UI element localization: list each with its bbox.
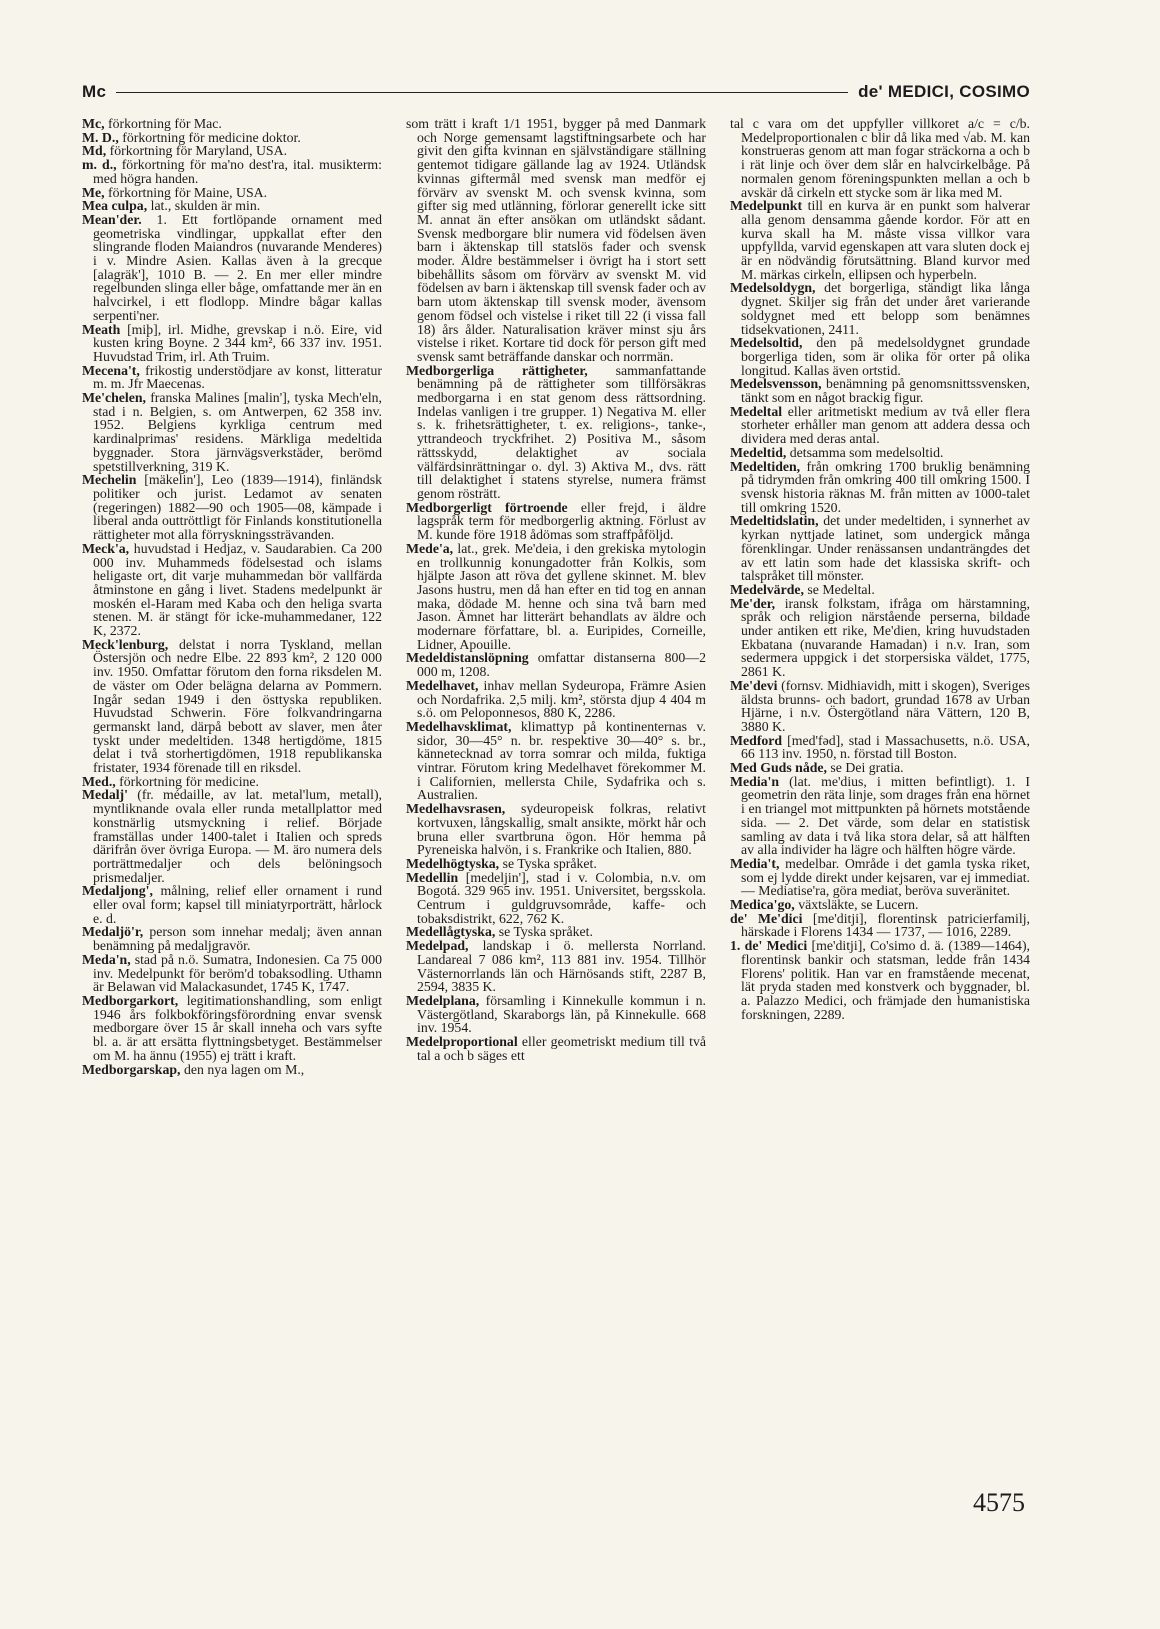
- entry-headword: Me'chelen,: [82, 390, 146, 406]
- dictionary-entry: [730, 775, 1030, 857]
- entry-text: se Medeltal.: [803, 581, 875, 597]
- entry-headword: Meck'a,: [82, 540, 130, 556]
- entry-text: person som innehar medalj; även annan benämning på medaljgravör.: [93, 924, 382, 954]
- dictionary-entry: [730, 583, 1030, 597]
- dictionary-entry: [730, 405, 1030, 446]
- entry-text: eller aritmetiskt medium av två eller flera storheter erhåller man genom att addera dessa och dividera med deras antal.: [741, 403, 1030, 447]
- entry-headword: Medelsoldygn,: [730, 280, 816, 296]
- entry-text: lat., skulden är min.: [147, 198, 261, 214]
- entry-text: [mäkelin'], Leo (1839—1914), finländsk politiker och jurist. Ledamot av senaten (regeringen) 1882—90 och 1905—08, kämpade i liberal anda outtröttligt för Finlands konstitutionella rättigheter mot alla förryskningssträvanden.: [93, 472, 382, 543]
- entry-text: den på medelsoldygnet grundade borgerliga tiden, som är olika för orter på olika longitud. Kallas även ortstid.: [741, 335, 1030, 378]
- entry-text: frikostig understödjare av konst, litteratur m. m. Jfr Maecenas.: [93, 362, 382, 392]
- dictionary-entry: [730, 446, 1030, 460]
- entry-headword: Medaljö'r,: [82, 924, 144, 940]
- entry-text: eller frejd, i äldre lagspråk term för medborgerlig aktning. Förlust av M. kunde före 1918 ådömas som straffpåföljd.: [417, 499, 706, 543]
- entry-headword: Mechelin: [82, 472, 137, 488]
- entry-headword: Medelhavet,: [406, 677, 479, 693]
- entry-text: omfattar distanserna 800—2 000 m, 1208.: [417, 650, 706, 680]
- entry-text: som trätt i kraft 1/1 1951, bygger på med Danmark och Norge gemensamt lagstiftningsarbete och har givit den gifta kvinnan en självständigare ställning gentemot tidigare gällande lag av 1924. Utländsk kvinnas giftermål med svensk man medför ej förvärv av svenskt M. och svensk kvinna, som gifter sig med utlänning, förlorar generellt icke sitt M. annat än efter ansökan om utländskt sådant. Svensk medborgare blir numera vid födelsen även barn i äktenskap till statslös fader och svensk moder. Äldre bestämmelser i övrigt ha i stort sett bibehållits såsom om förvärv av svenskt M. vid födelsen av barn i äktenskap till svensk fader och av barn utom äktenskap till svensk moder, ävensom genom födsel och vistelse i riket till 22 (i vissa fall 18) års ålder. Naturalisation kräver minst sju års vistelse i riket. Kortare tid dock för person gift med svensk samt beträffande danskar och norrmän.: [406, 117, 706, 364]
- dictionary-entry: [82, 117, 382, 131]
- entry-headword: Mean'der.: [82, 211, 142, 227]
- entry-text: [miþ], irl. Midhe, grevskap i n.ö. Eire, vid kusten kring Boyne. 2 344 km², 66 337 inv. 1951. Huvudstad Trim, irl. Ath Truim.: [93, 321, 382, 364]
- dictionary-entry: [730, 597, 1030, 679]
- dictionary-entry: [406, 857, 706, 871]
- dictionary-entry: [82, 788, 382, 884]
- entry-headword: Mea culpa,: [82, 198, 148, 214]
- entry-headword: de' Me'dici: [730, 910, 803, 926]
- entry-text: förkortning för Maryland, USA.: [106, 143, 288, 159]
- entry-text: förkortning för Mac.: [104, 117, 222, 131]
- dictionary-entry: [406, 871, 706, 926]
- entry-headword: Medford: [730, 732, 783, 748]
- entry-headword: Medborgarkort,: [82, 993, 179, 1008]
- header-rule: [116, 92, 848, 93]
- dictionary-entry: [730, 377, 1030, 404]
- dictionary-entry: [730, 117, 1030, 199]
- entry-text: se Dei gratia.: [826, 760, 904, 776]
- dictionary-entry: [406, 994, 706, 1035]
- entry-text: (lat. me'dius, i mitten befintligt). 1. I geometrin den räta linje, som drages från ena hörnet i en triangel mot mittpunkten på hörnets motstående sida. — 2. Det värde, som delar en statistisk samling av data i två lika stora delar, så att hälften av alla individer ha lägre och hälften högre värde.: [741, 773, 1030, 858]
- entry-headword: Md,: [82, 143, 107, 159]
- entry-text: se Tyska språket.: [499, 855, 597, 871]
- dictionary-entry: [730, 734, 1030, 761]
- entry-headword: Mc,: [82, 117, 105, 131]
- entry-text: från omkring 1700 bruklig benämning på tidrymden från omkring 400 till omkring 1500. I svensk historia räknas M. från mitten av 1000-talet till omkring 1520.: [741, 458, 1030, 515]
- entry-text: förkortning för Maine, USA.: [104, 184, 268, 200]
- entry-text: huvudstad i Hedjaz, v. Saudarabien. Ca 200 000 inv. Muhammeds födelsestad och islams heligaste ort, dit varje muhammedan bör vallfärda åtminstone en gång i livet. Stadens medelpunkt är moskén el-Haram med Kaba och den heliga svarta stenen. M. är stängt för icke-muhammedaner, 122 K, 2372.: [93, 540, 382, 639]
- dictionary-entry: [82, 323, 382, 364]
- header-right: de' MEDICI, COSIMO: [858, 82, 1030, 101]
- entry-text: legitimationshandling, som enligt 1946 års folkbokföringsförordning envar svensk medborgare över 15 år skall inneha och vars syfte bl. a. är att ersätta flyttningsbetyget. Bestämmelser om M. ha ännu (1955) ej trätt i kraft.: [93, 993, 382, 1063]
- dictionary-entry: [730, 199, 1030, 281]
- entry-text: stad på n.ö. Sumatra, Indonesien. Ca 75 000 inv. Medelpunkt för beröm'd tobaksodling. Uthamn är Belawan vid Malackasundet, 1745 K, 1747.: [93, 951, 382, 995]
- entry-headword: Medelhögtyska,: [406, 855, 500, 871]
- entry-text: tal c vara om det uppfyller villkoret a/c = c/b. Medelproportionalen c blir då lika med √ab. M. kan konstrueras genom att man fogar sträckorna a och b i rät linje och över dem slår en halvcirkelbåge. På normalen genom föreningspunkten mellan a och b avskär då cirkeln ett stycke som är lika med M.: [730, 117, 1030, 200]
- entry-headword: Medelproportional: [406, 1034, 518, 1050]
- dictionary-entry: [730, 336, 1030, 377]
- dictionary-entry: [82, 364, 382, 391]
- dictionary-entry: [406, 651, 706, 678]
- entry-text: lat., grek. Me'deia, i den grekiska mytologin en trollkunnig konungadotter från Kolkis, som hjälpte Jason att röva det gyllene skinnet. M. blev Jasons hustru, men då han efter en tid tog en annan maka, dödade M. henne och sina två barn med Jason. Ämnet har litterärt behandlats av äldre och modernare författare, bl. a. Euripides, Corneille, Lidner, Apouille.: [417, 540, 706, 652]
- entry-headword: Medelsoltid,: [730, 335, 803, 351]
- entry-headword: Medelpunkt: [730, 198, 803, 214]
- entry-headword: Medelhavsrasen,: [406, 801, 506, 817]
- entry-text: benämning på genomsnittssvensken, tänkt som en något brackig figur.: [741, 376, 1030, 406]
- dictionary-entry: [82, 391, 382, 473]
- entry-headword: Medica'go,: [730, 897, 795, 913]
- entry-headword: Medeltiden,: [730, 458, 801, 474]
- entry-headword: Medelvärde,: [730, 581, 804, 597]
- entry-text: den nya lagen om M.,: [180, 1061, 305, 1077]
- entry-headword: Medelpad,: [406, 938, 469, 954]
- dictionary-entry: [406, 925, 706, 939]
- entry-headword: Me'der,: [730, 595, 776, 611]
- dictionary-entry: [406, 679, 706, 720]
- entry-headword: Media'n: [730, 773, 780, 789]
- entry-text: [medeljin'], stad i v. Colombia, n.v. om Bogotá. 329 965 inv. 1951. Universitet, bergsskola. Centrum i guldgruvsområde, kaffe- och tobaksdistrikt, 622, 762 K.: [417, 869, 706, 926]
- dictionary-entry: [82, 925, 382, 952]
- entry-text: medelbar. Område i det gamla tyska riket, som ej lydde direkt under kejsaren, var ej immediat. — Mediatise'ra, göra mediat, beröva suveränitet.: [741, 855, 1030, 899]
- entry-headword: m. d.,: [82, 157, 117, 173]
- entry-text: sammanfattande benämning på de rättigheter som tillförsäkras medborgarna i en stat genom dess rättsordning. Indelas vanligen i tre grupper. 1) Negativa M. eller s. k. frihetsrättigheter, t. ex. religions-, tanke-, yttrandeoch tryckfrihet. 2) Positiva M., såsom rättsskydd, delaktighet av sociala välfärdsinrättningar o. dyl. 3) Aktiva M., dvs. rätt till delaktighet i statens styrelse, numera främst genom rösträtt.: [417, 362, 706, 501]
- entry-headword: Medellin: [406, 869, 459, 885]
- dictionary-entry: [406, 802, 706, 857]
- entry-text: förkortning för medicine doktor.: [118, 129, 301, 145]
- entry-text: (fornsv. Midhiavidh, mitt i skogen), Sveriges äldsta brunns- och badort, grundad 1678 av Urban Hjärne, i n.v. Östergötland nära Vättern, 120 B, 3880 K.: [741, 677, 1030, 734]
- dictionary-entry: [82, 638, 382, 775]
- dictionary-entry: [730, 898, 1030, 912]
- entry-text: iransk folkstam, ifråga om härstamning, språk och religion närstående perserna, bildade under antiken ett rike, Me'dien, kring huvudstaden Ekbatana (nuvarande Hamadan) i n.v. Iran, som sedermera uppgick i det storpersiska väldet, 1775, 2861 K.: [741, 595, 1030, 680]
- dictionary-entry: [82, 144, 382, 158]
- entry-headword: Medaljong',: [82, 883, 153, 899]
- dictionary-entry: [82, 131, 382, 145]
- dictionary-entry: [730, 460, 1030, 515]
- entry-text: se Tyska språket.: [495, 924, 593, 940]
- dictionary-entry: [730, 281, 1030, 336]
- entry-headword: M. D.,: [82, 129, 119, 145]
- entry-headword: Meda'n,: [82, 951, 131, 967]
- entry-headword: Media't,: [730, 855, 780, 871]
- dictionary-entry: [406, 542, 706, 652]
- column-3: [730, 117, 1030, 1487]
- entry-headword: Med Guds nåde,: [730, 760, 827, 776]
- dictionary-entry: [406, 720, 706, 802]
- entry-text: till en kurva är en punkt som halverar alla genom densamma gående kordor. För att en kurva skall ha M. måste vissa villkor vara uppfyllda, varvid egenskapen att vara sluten dock ej är en nödvändig förutsättning. Bland kurvor med M. märkas cirkeln, ellipsen och hyperbeln.: [741, 198, 1030, 282]
- entry-headword: Meath: [82, 321, 121, 337]
- dictionary-entry: [82, 213, 382, 323]
- page-number: 4575: [973, 1488, 1025, 1517]
- entry-text: växtsläkte, se Lucern.: [794, 897, 919, 913]
- dictionary-entry: [406, 1035, 706, 1062]
- entry-headword: Mecena't,: [82, 362, 140, 378]
- dictionary-entry: [406, 117, 706, 364]
- entry-headword: Medelhavsklimat,: [406, 718, 512, 734]
- dictionary-entry: [406, 939, 706, 994]
- dictionary-entry: [730, 939, 1030, 1021]
- entry-text: inhav mellan Sydeuropa, Främre Asien och Nordafrika. 2,5 milj. km², största djup 4 404 m s.ö. om Peloponnesos, 880 K, 2286.: [417, 677, 706, 721]
- entry-text: klimattyp på kontinenternas v. sidor, 30—45° n. br. respektive 30—40° s. br., kännetecknad av torra somrar och milda, fuktiga vintrar. Förutom kring Medelhavet förekommer M. i Californien, mellersta Chile, Sydafrika och s. Australien.: [417, 718, 706, 803]
- dictionary-entry: [82, 542, 382, 638]
- running-header: [82, 80, 1030, 104]
- dictionary-entry: [82, 953, 382, 994]
- entry-headword: Medelplana,: [406, 993, 480, 1008]
- entry-headword: Medborgerligt förtroende: [406, 499, 568, 515]
- entry-text: församling i Kinnekulle kommun i n. Västergötland, Skaraborgs län, på Kinnekulle. 668 inv. 1954.: [417, 993, 706, 1036]
- entry-headword: Medelsvensson,: [730, 376, 822, 392]
- dictionary-entry: [82, 158, 382, 185]
- entry-headword: Medborgarskap,: [82, 1061, 181, 1077]
- dictionary-entry: [82, 884, 382, 925]
- text-columns: [82, 117, 1030, 1487]
- dictionary-entry: [82, 775, 382, 789]
- entry-headword: Medborgerliga rättigheter,: [406, 362, 588, 378]
- entry-headword: Medeltidslatin,: [730, 513, 819, 529]
- column-1: [82, 117, 382, 1487]
- entry-headword: Me'devi: [730, 677, 778, 693]
- entry-text: delstat i norra Tyskland, mellan Östersjön och nedre Elbe. 22 893 km², 2 120 000 inv. 1950. Omfattar förutom den forna riksdelen M. de väster om Oder belägna delarna av Pommern. Ingår sedan 1949 i den östtyska republiken. Huvudstad Schwerin. Före folkvandringarna germanskt land, därpå bebott av slaver, men åter tyskt under medeltiden. 1348 hertigdöme, 1815 delat i två storhertigdömen, 1918 republikanska fristater, 1934 förenade till en riksdel.: [93, 636, 382, 776]
- dictionary-entry: [82, 186, 382, 200]
- entry-text: [me'ditji], florentinsk patricierfamilj, härskade i Florens 1434 — 1737, — 1016, 2289.: [741, 910, 1030, 940]
- entry-headword: Meck'lenburg,: [82, 636, 169, 652]
- entry-headword: Medalj': [82, 787, 128, 803]
- entry-headword: Medeltid,: [730, 444, 787, 460]
- dictionary-entry: [730, 679, 1030, 734]
- dictionary-entry: [730, 857, 1030, 898]
- header-left: Mc: [82, 82, 107, 101]
- entry-text: (fr. médaille, av lat. metal'lum, metall), myntliknande ovala eller runda metallplattor med konstnärlig utsmyckning i relief. Började framställas under 1400-talet i Italien och spreds därifrån över övriga Europa. — M. äro numera dels porträttmedaljer och dels belöningsoch prismedaljer.: [93, 787, 382, 885]
- column-2: [406, 117, 706, 1487]
- entry-headword: 1. de' Medici: [730, 938, 808, 954]
- entry-text: [med'fəd], stad i Massachusetts, n.ö. USA, 66 113 inv. 1950, n. förstad till Boston.: [741, 732, 1030, 762]
- entry-text: det borgerliga, ständigt lika långa dygnet. Skiljer sig från det under året varierande soldygnet med ett belopp som benämnes tidsekvationen, 2411.: [741, 280, 1030, 337]
- entry-headword: Medeldistanslöpning: [406, 650, 529, 666]
- entry-text: det under medeltiden, i synnerhet av kyrkan nyttjade latinet, som undergick många förenklingar. Under renässansen undanträngdes det av ett latin som hade det klassiska skrift- och talspråket till mönster.: [741, 513, 1030, 584]
- dictionary-entry: [82, 473, 382, 542]
- entry-text: [me'ditji], Co'simo d. ä. (1389—1464), florentinsk bankir och statsman, ledde från 1434 Florens' politik. Han var en framstående mecenat, lät pryda staden med konstverk och byggnader, bl. a. Palazzo Medici, och främjade den humanistiska forskningen, 2289.: [741, 938, 1030, 1022]
- entry-headword: Mede'a,: [406, 540, 454, 556]
- dictionary-entry: [730, 912, 1030, 939]
- dictionary-entry: [730, 514, 1030, 583]
- entry-headword: Medellågtyska,: [406, 924, 496, 940]
- entry-text: eller geometriskt medium till två tal a och b säges ett: [417, 1034, 706, 1063]
- entry-text: detsamma som medelsoltid.: [786, 444, 944, 460]
- dictionary-entry: [406, 501, 706, 542]
- dictionary-entry: [82, 1063, 382, 1077]
- dictionary-entry: [406, 364, 706, 501]
- entry-text: 1. Ett fortlöpande ornament med geometriska vindlingar, uppkallat efter den slingrande floden Maiandros (nuvarande Menderes) i v. Mindre Asien. Kallas även à la grecque [alagräk'], 1010 B. — 2. En mer eller mindre regelbunden slinga eller båge, omfattande mer än en halvcirkel, i ett flodlopp. Mindre bågar kallas serpenti'ner.: [93, 211, 382, 323]
- dictionary-entry: [730, 761, 1030, 775]
- entry-text: förkortning för medicine.: [115, 773, 260, 789]
- entry-text: målning, relief eller ornament i rund eller oval form; kapsel till miniatyrporträtt, hårlock e. d.: [93, 883, 382, 926]
- dictionary-entry: [82, 199, 382, 213]
- entry-headword: Med.,: [82, 773, 116, 789]
- dictionary-entry: [82, 994, 382, 1063]
- entry-text: landskap i ö. mellersta Norrland. Landareal 7 086 km², 113 881 inv. 1954. Tillhör Västernorrlands län och Härnösands stift, 2287 B, 2594, 3835 K.: [417, 938, 706, 995]
- entry-text: förkortning för ma'no dest'ra, ital. musikterm: med högra handen.: [93, 157, 382, 186]
- entry-text: sydeuropeisk folkras, relativt kortvuxen, långskallig, smalt ansikte, mörkt hår och bruna eller svartbruna ögon. Hör hemma på Pyreneiska halvön, i s. Frankrike och Italien, 880.: [417, 801, 706, 858]
- entry-headword: Me,: [82, 184, 105, 200]
- entry-headword: Medeltal: [730, 403, 783, 419]
- entry-text: franska Malines [malin'], tyska Mech'eln, stad i n. Belgien, s. om Antwerpen, 62 358 inv. 1952. Belgiens kyrkliga centrum med kardinalprimas' residens. Märkliga medeltida byggnader. Stora järnvägsverkstäder, berömd spetstillverkning, 319 K.: [93, 390, 382, 474]
